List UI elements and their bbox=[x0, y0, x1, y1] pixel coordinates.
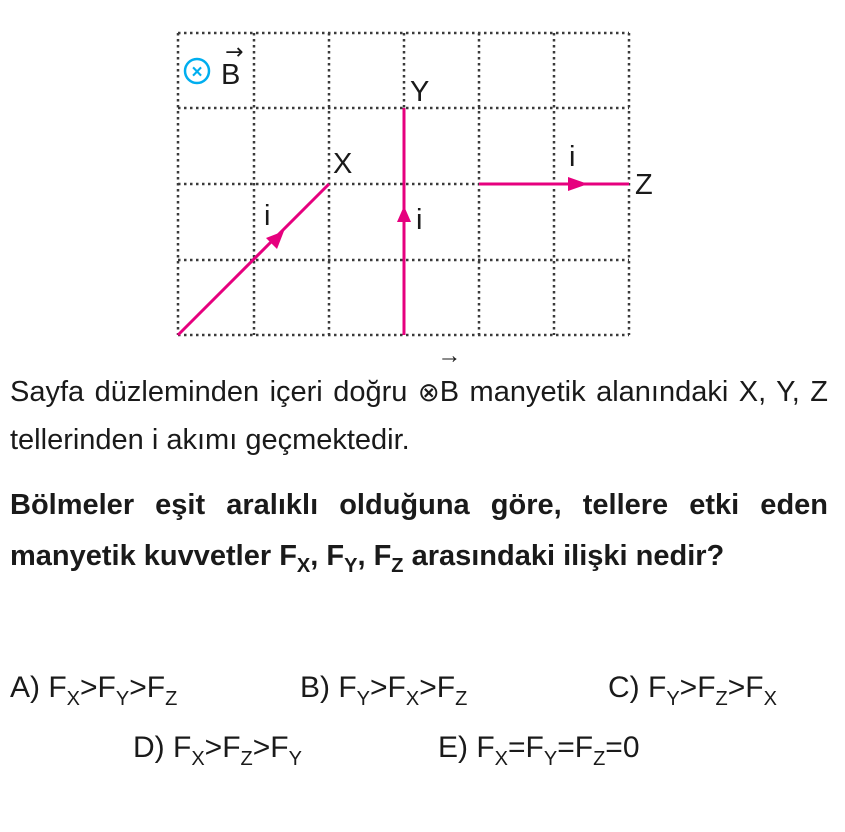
stem-text-start: Sayfa düzleminden içeri doğru bbox=[10, 376, 418, 408]
relation-sign: = bbox=[508, 731, 526, 764]
force-symbol: F bbox=[146, 671, 166, 704]
field-symbol bbox=[185, 40, 243, 91]
force-fx bbox=[279, 540, 311, 577]
question-text bbox=[10, 480, 828, 582]
relation-sign: > bbox=[129, 671, 147, 704]
option-label: E) bbox=[438, 731, 468, 764]
force-symbol: F bbox=[338, 671, 357, 704]
force-subscript: Y bbox=[666, 688, 680, 710]
wire-z-current-arrow bbox=[568, 177, 588, 191]
relation-sign: > bbox=[419, 671, 437, 704]
relation-sign: > bbox=[204, 731, 223, 764]
force-subscript: Y bbox=[356, 688, 371, 710]
relation-sign: > bbox=[252, 731, 271, 764]
wire-z-current-label: i bbox=[569, 141, 576, 173]
force-subscript: Z bbox=[391, 555, 404, 577]
force-symbol: F bbox=[270, 731, 289, 764]
force-symbol: F bbox=[48, 671, 67, 704]
force-symbol: F bbox=[387, 671, 406, 704]
wire-y-label: Y bbox=[410, 76, 430, 108]
magnetic-field-diagram bbox=[0, 0, 845, 345]
force-subscript: Z bbox=[165, 688, 178, 710]
option-c[interactable] bbox=[608, 668, 777, 708]
question-text-end: arasındaki ilişki nedir? bbox=[403, 540, 725, 572]
vector-b-letter: B bbox=[439, 376, 460, 408]
field-label-b: B bbox=[221, 59, 241, 91]
field-vector-arrow: → bbox=[225, 40, 244, 65]
force-symbol: F bbox=[97, 671, 116, 704]
force-symbol: F bbox=[279, 540, 297, 572]
separator: , bbox=[357, 540, 374, 572]
force-symbol: F bbox=[648, 671, 667, 704]
into-page-symbol: ⊗ bbox=[417, 377, 440, 407]
relation-sign: > bbox=[370, 671, 388, 704]
force-subscript: Y bbox=[115, 688, 130, 710]
force-symbol: F bbox=[326, 540, 345, 572]
force-symbol: F bbox=[745, 671, 764, 704]
option-label: B) bbox=[300, 671, 330, 704]
wire-y-current-label: i bbox=[416, 204, 423, 236]
stem-text-end: manyetik alanındaki X, Y, Z tellerinden i akımı geçmektedir. bbox=[10, 376, 829, 456]
force-fy bbox=[326, 540, 358, 577]
vector-arrow: → bbox=[437, 342, 462, 369]
force-subscript: X bbox=[296, 555, 311, 577]
force-subscript: Z bbox=[715, 688, 728, 710]
force-subscript: X bbox=[763, 688, 777, 710]
force-subscript: Y bbox=[344, 555, 358, 577]
wire-y-current-arrow bbox=[397, 206, 411, 222]
force-subscript: X bbox=[405, 688, 420, 710]
option-label: D) bbox=[133, 731, 165, 764]
force-symbol: F bbox=[525, 731, 544, 764]
option-label: A) bbox=[10, 671, 40, 704]
field-cross: × bbox=[191, 62, 203, 83]
force-subscript: Y bbox=[543, 748, 558, 770]
force-subscript: Z bbox=[240, 748, 253, 770]
force-fz bbox=[373, 540, 404, 577]
relation-value: =0 bbox=[605, 731, 640, 764]
force-subscript: Z bbox=[593, 748, 606, 770]
wire-x-current-label: i bbox=[264, 200, 271, 232]
option-e[interactable] bbox=[438, 728, 640, 768]
wire-x-label: X bbox=[333, 148, 353, 180]
wire-x bbox=[178, 148, 352, 335]
force-subscript: X bbox=[191, 748, 205, 770]
option-label: C) bbox=[608, 671, 640, 704]
force-symbol: F bbox=[173, 731, 192, 764]
force-symbol: F bbox=[222, 731, 241, 764]
option-b[interactable] bbox=[300, 668, 467, 708]
relation-sign: > bbox=[679, 671, 698, 704]
force-subscript: Y bbox=[288, 748, 302, 770]
force-subscript: Z bbox=[455, 688, 468, 710]
problem-stem bbox=[10, 342, 829, 464]
force-symbol: F bbox=[373, 540, 392, 572]
force-symbol: F bbox=[574, 731, 594, 764]
force-symbol: F bbox=[436, 671, 456, 704]
force-subscript: X bbox=[66, 688, 81, 710]
relation-sign: = bbox=[557, 731, 575, 764]
wire-z-label: Z bbox=[635, 169, 653, 201]
option-d[interactable] bbox=[133, 728, 302, 768]
force-symbol: F bbox=[697, 671, 716, 704]
wire-y bbox=[397, 76, 429, 335]
wire-z bbox=[479, 141, 653, 201]
question-text-start: Bölmeler eşit aralıklı olduğuna göre, tellere etki eden manyetik kuvvetler bbox=[10, 489, 828, 572]
relation-sign: > bbox=[727, 671, 746, 704]
relation-sign: > bbox=[80, 671, 98, 704]
force-symbol: F bbox=[476, 731, 495, 764]
separator: , bbox=[310, 540, 327, 572]
option-a[interactable] bbox=[10, 668, 177, 708]
force-subscript: X bbox=[494, 748, 509, 770]
vector-b bbox=[437, 342, 462, 416]
